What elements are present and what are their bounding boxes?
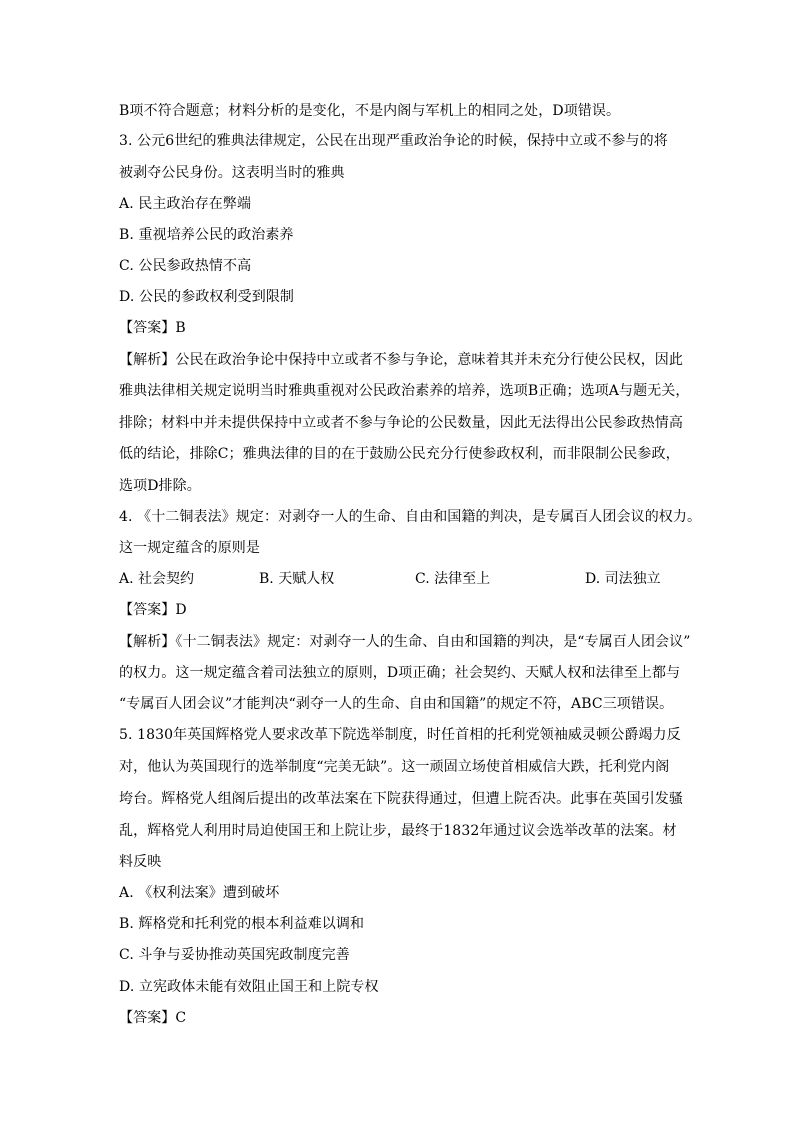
q4-analysis: “专属百人团会议”才能判决“剥夺一人的生命、自由和国籍”的规定不符，ABC三项错误。 bbox=[119, 696, 674, 712]
q3-analysis: 排除；材料中并未提供保持中立或者不参与争论的公民数量，因此无法得出公民参政热情高 bbox=[119, 415, 683, 431]
q3-option-d: D. 公民的参政权利受到限制 bbox=[119, 289, 295, 305]
question-3-stem: 3. 公元6世纪的雅典法律规定，公民在出现严重政治争论的时候，保持中立或不参与的将 bbox=[119, 133, 668, 149]
q5-answer: 【答案】C bbox=[119, 1010, 187, 1026]
question-5-stem: 垮台。辉格党人组阁后提出的改革法案在下院获得通过，但遭上院否决。此事在英国引发骚 bbox=[119, 791, 683, 807]
q4-analysis: 的权力。这一规定蕴含着司法独立的原则，D项正确；社会契约、天赋人权和法律至上都与 bbox=[119, 665, 681, 681]
question-5-stem: 对，他认为英国现行的选举制度“完美无缺”。这一顽固立场使首相威信大跌，托利党内阁 bbox=[119, 759, 670, 775]
q4-option-a: A. 社会契约 bbox=[119, 571, 195, 587]
question-3-stem-cont: 被剥夺公民身份。这表明当时的雅典 bbox=[119, 165, 345, 181]
q4-option-b: B. 天赋人权 bbox=[259, 571, 335, 587]
q3-option-c: C. 公民参政热情不高 bbox=[119, 258, 252, 274]
question-5-stem: 乱，辉格党人利用时局迫使国王和上院让步，最终于1832年通过议会选举改革的法案。材 bbox=[119, 823, 677, 839]
q4-option-c: C. 法律至上 bbox=[415, 571, 491, 587]
q3-analysis: 低的结论，排除C；雅典法律的目的在于鼓励公民充分行使参政权利，而非限制公民参政， bbox=[119, 446, 680, 462]
question-4-stem-cont: 这一规定蕴含的原则是 bbox=[119, 540, 260, 556]
q4-answer: 【答案】D bbox=[119, 602, 187, 618]
q3-option-b: B. 重视培养公民的政治素养 bbox=[119, 227, 294, 243]
q3-analysis: 雅典法律相关规定说明当时雅典重视对公民政治素养的培养，选项B正确；选项A与题无关， bbox=[119, 383, 690, 399]
q5-option-d: D. 立宪政体未能有效阻止国王和上院专权 bbox=[119, 979, 379, 995]
q3-option-a: A. 民主政治存在弊端 bbox=[119, 196, 252, 212]
q4-option-d: D. 司法独立 bbox=[585, 571, 661, 587]
q3-analysis: 【解析】公民在政治争论中保持中立或者不参与争论，意味着其并未充分行使公民权，因此 bbox=[119, 352, 683, 368]
question-5-stem: 料反映 bbox=[119, 854, 162, 870]
question-4-stem: 4. 《十二铜表法》规定：对剥夺一人的生命、自由和国籍的判决，是专属百人团会议的权力。 bbox=[119, 509, 702, 525]
q5-option-a: A. 《权利法案》遭到破坏 bbox=[119, 885, 280, 901]
text-line: B项不符合题意；材料分析的是变化，不是内阁与军机上的相同之处，D项错误。 bbox=[119, 103, 621, 119]
question-5-stem: 5. 1830年英国辉格党人要求改革下院选举制度，时任首相的托利党领袖威灵顿公爵竭力反 bbox=[119, 727, 681, 743]
q5-option-c: C. 斗争与妥协推动英国宪政制度完善 bbox=[119, 947, 350, 963]
q4-analysis: 【解析】《十二铜表法》规定：对剥夺一人的生命、自由和国籍的判决，是“专属百人团会议” bbox=[119, 634, 691, 650]
q3-answer: 【答案】B bbox=[119, 320, 186, 336]
q3-analysis: 选项D排除。 bbox=[119, 478, 201, 494]
q5-option-b: B. 辉格党和托利党的根本利益难以调和 bbox=[119, 916, 365, 932]
